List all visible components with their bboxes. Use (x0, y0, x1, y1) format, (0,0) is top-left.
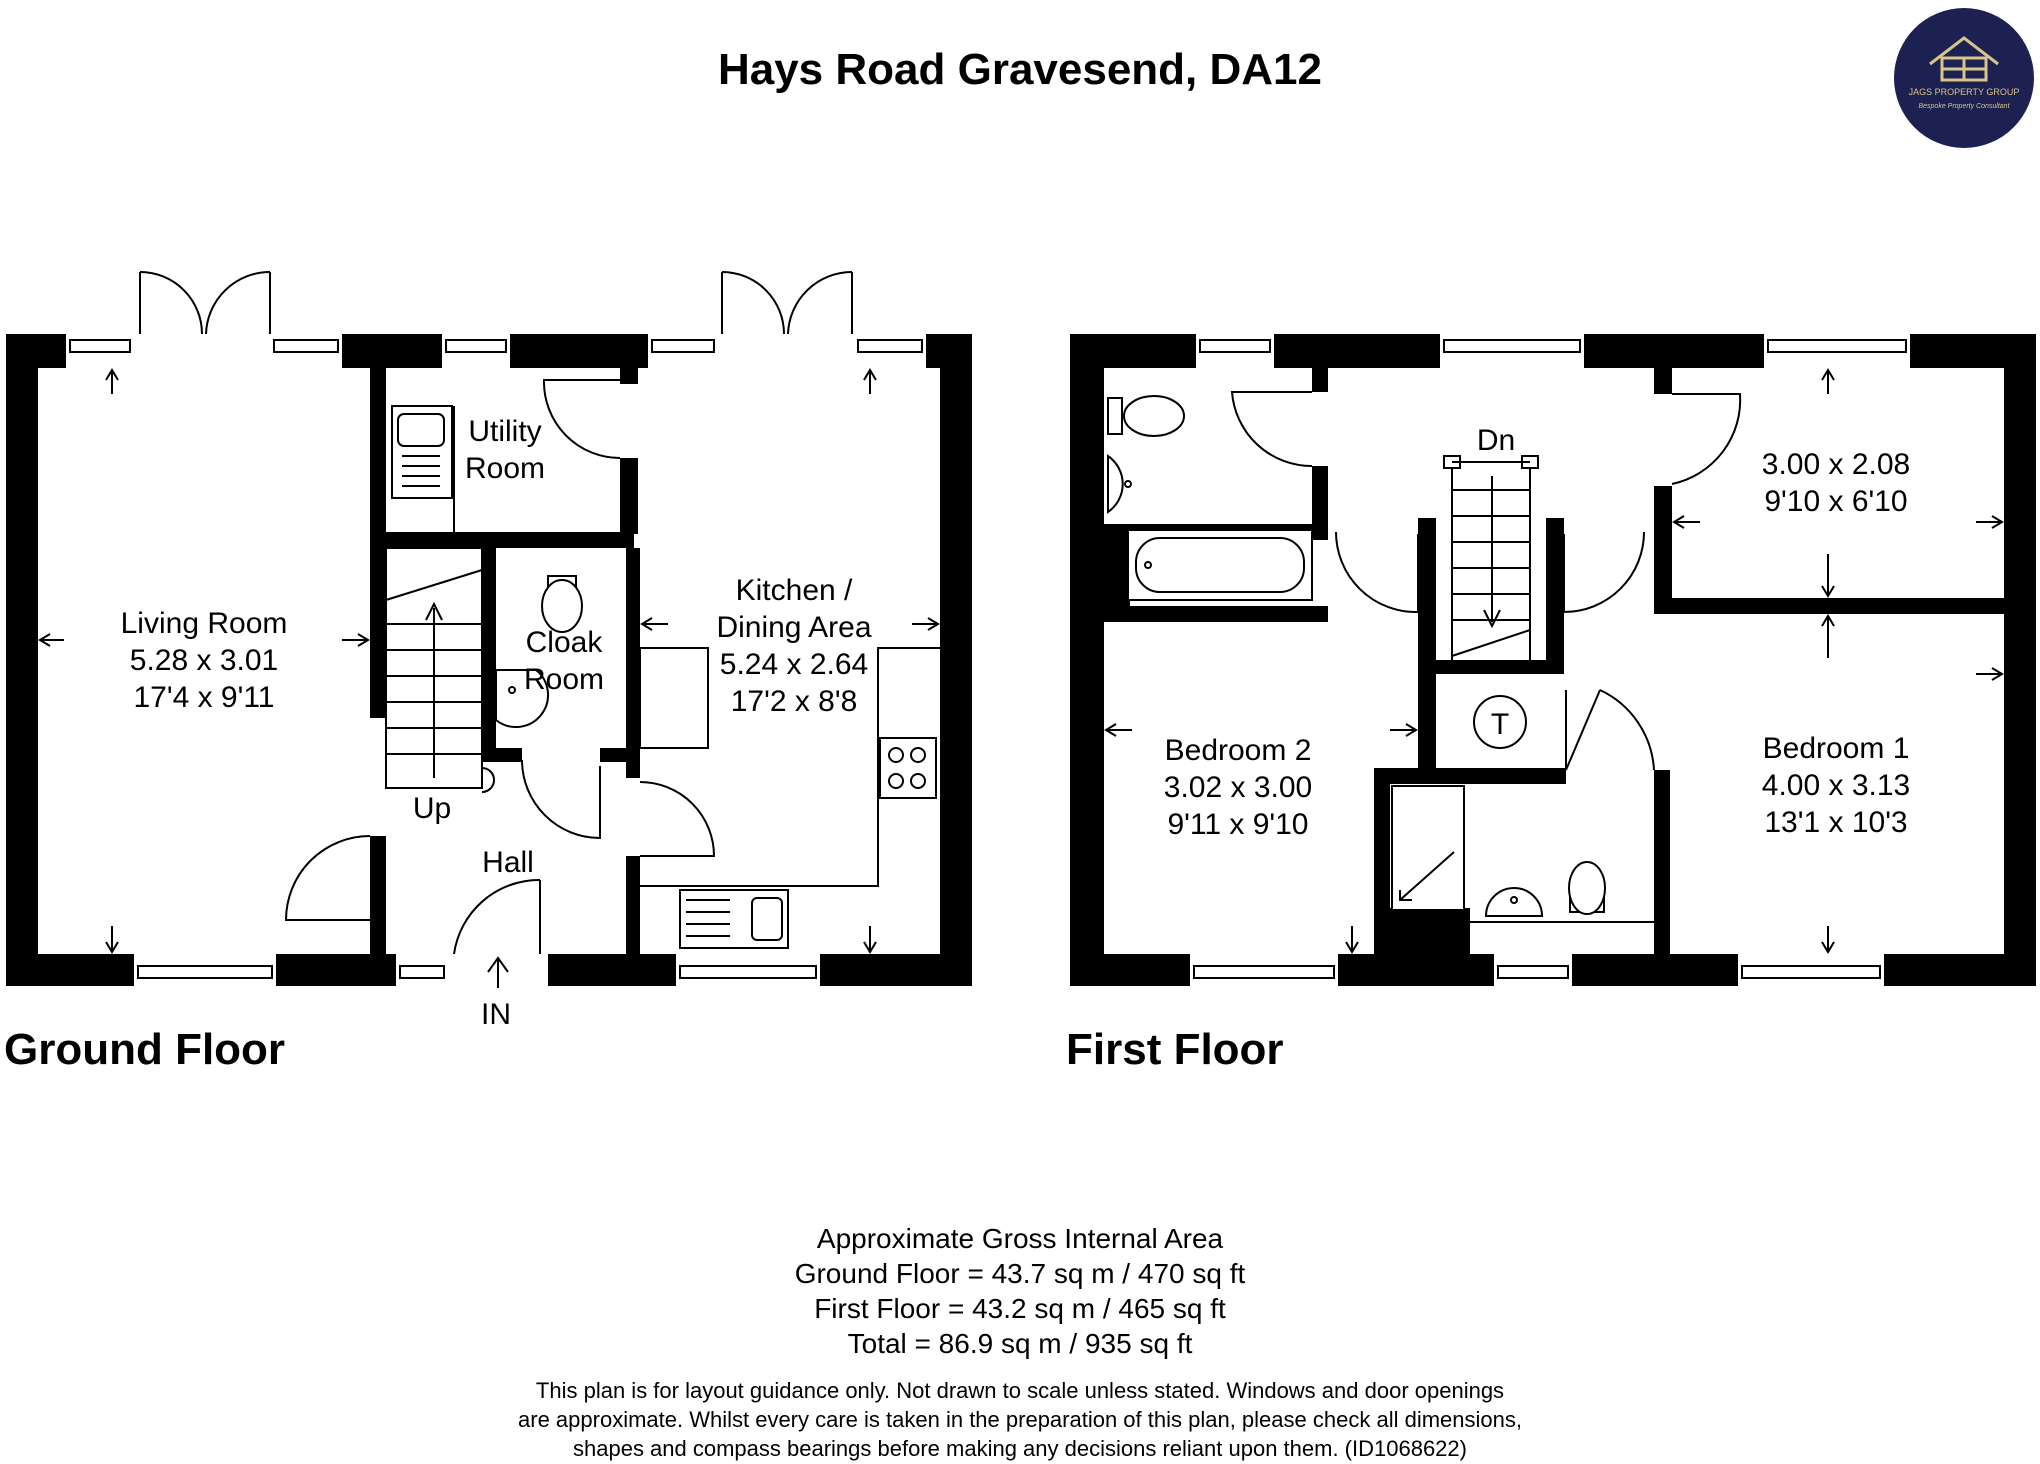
area-ground: Ground Floor = 43.7 sq m / 470 sq ft (794, 1258, 1246, 1289)
plan-title: Hays Road Gravesend, DA12 (717, 45, 1323, 94)
utility-room-name: Utility (468, 415, 542, 448)
bath-icon (1128, 530, 1312, 600)
ff-window (1768, 340, 1906, 352)
ground-floor-label: Ground Floor (4, 1025, 286, 1074)
ff-window (1742, 966, 1880, 978)
gf-french-doors-kitchen (722, 272, 852, 334)
gf-window (446, 340, 506, 352)
living-room-imperial: 17'4 x 9'11 (133, 681, 275, 714)
bedroom2-metric: 3.02 x 3.00 (1163, 771, 1313, 804)
gf-stairs (386, 548, 494, 792)
cloak-door (522, 760, 600, 838)
cloak-room-name-2: Room (523, 663, 605, 696)
ff-window (1498, 966, 1568, 978)
living-room-name: Living Room (120, 607, 288, 640)
disclaimer-line-2: are approximate. Whilst every care is taken in the preparation of this plan, please check all dimensions, (518, 1407, 1522, 1432)
gf-window (652, 340, 714, 352)
tank-label: T (1490, 708, 1510, 741)
bedroom1-door (1564, 532, 1644, 612)
area-total: Total = 86.9 sq m / 935 sq ft (847, 1328, 1193, 1359)
living-door (286, 836, 370, 920)
ff-wall-bed3-west (1654, 486, 1672, 614)
ensuite-toilet-icon (1569, 862, 1605, 914)
gf-wall-cloak-west (482, 548, 496, 760)
ff-toilet-icon (1108, 396, 1184, 436)
cupboard-door (1566, 690, 1654, 770)
ff-window (1444, 340, 1580, 352)
gf-wall-utility-south (384, 532, 634, 548)
gf-wall-kitchen-west (626, 548, 640, 778)
gf-wall-left (6, 334, 38, 986)
ff-window (1200, 340, 1270, 352)
ff-window (1194, 966, 1334, 978)
logo-name: JAGS PROPERTY GROUP (1908, 87, 2020, 97)
toilet-icon (542, 576, 582, 632)
disclaimer (518, 1378, 1522, 1461)
gf-french-doors-living (140, 272, 270, 334)
area-summary (795, 1223, 1246, 1359)
hall-name: Hall (482, 846, 534, 879)
living-room-metric: 5.28 x 3.01 (129, 644, 279, 677)
bedroom2-name: Bedroom 2 (1164, 734, 1312, 767)
hob-icon (880, 738, 936, 798)
utility-sink-icon (392, 406, 452, 498)
logo-tagline: Bespoke Property Consultant (1918, 103, 2010, 110)
ff-stairs-label: Dn (1476, 424, 1516, 457)
utility-door (544, 380, 620, 458)
kitchen-name: Kitchen / (735, 574, 853, 607)
shower-icon (1392, 786, 1464, 910)
bedroom3-imperial: 9'10 x 6'10 (1764, 485, 1908, 518)
ff-stairs (1444, 456, 1538, 662)
ff-stairwell-east (1546, 518, 1564, 660)
cloak-room-name: Cloak (525, 626, 603, 659)
ff-wall-right (2004, 334, 2036, 986)
bedroom2-door (1336, 532, 1418, 612)
bedroom2-imperial: 9'11 x 9'10 (1167, 808, 1309, 841)
gf-wall-living-east (370, 368, 386, 718)
bedroom1-name: Bedroom 1 (1762, 732, 1910, 765)
kitchen-door (640, 782, 714, 856)
area-first: First Floor = 43.2 sq m / 465 sq ft (814, 1293, 1226, 1324)
ff-wall-left (1070, 334, 1104, 986)
utility-room-name-2: Room (464, 452, 546, 485)
first-floor-plan (1070, 334, 2036, 986)
gf-window (138, 966, 272, 978)
disclaimer-line-1: This plan is for layout guidance only. Not drawn to scale unless stated. Windows and door openings (535, 1378, 1505, 1403)
ground-floor-plan (6, 272, 972, 1031)
ff-basin-icon (1108, 456, 1131, 512)
ff-wall-bed1-west (1654, 770, 1670, 954)
kitchen-metric: 5.24 x 2.64 (719, 648, 869, 681)
kitchen-name-2: Dining Area (716, 611, 872, 644)
bedroom1-imperial: 13'1 x 10'3 (1764, 806, 1908, 839)
gf-window (858, 340, 922, 352)
area-heading: Approximate Gross Internal Area (816, 1223, 1224, 1254)
disclaimer-line-3: shapes and compass bearings before making any decisions reliant upon them. (ID1068622) (573, 1436, 1467, 1461)
gf-window (400, 966, 444, 978)
first-floor-label: First Floor (1066, 1025, 1284, 1074)
gf-window (680, 966, 816, 978)
bedroom1-metric: 4.00 x 3.13 (1761, 769, 1911, 802)
bedroom3-door (1672, 394, 1740, 484)
ensuite-basin-icon (1486, 888, 1542, 916)
bedroom3-metric: 3.00 x 2.08 (1761, 448, 1911, 481)
kitchen-imperial: 17'2 x 8'8 (730, 685, 858, 718)
gf-window (70, 340, 130, 352)
bathroom-door (1232, 392, 1312, 466)
ff-wall-bed3-south (1654, 598, 2006, 614)
company-logo (1894, 8, 2034, 148)
gf-window (274, 340, 338, 352)
front-door (454, 880, 540, 954)
gf-entrance-label: IN (481, 998, 511, 1031)
ff-stairwell-west (1418, 518, 1436, 660)
gf-stairs-label: Up (412, 792, 452, 825)
gf-wall-right (940, 334, 972, 986)
